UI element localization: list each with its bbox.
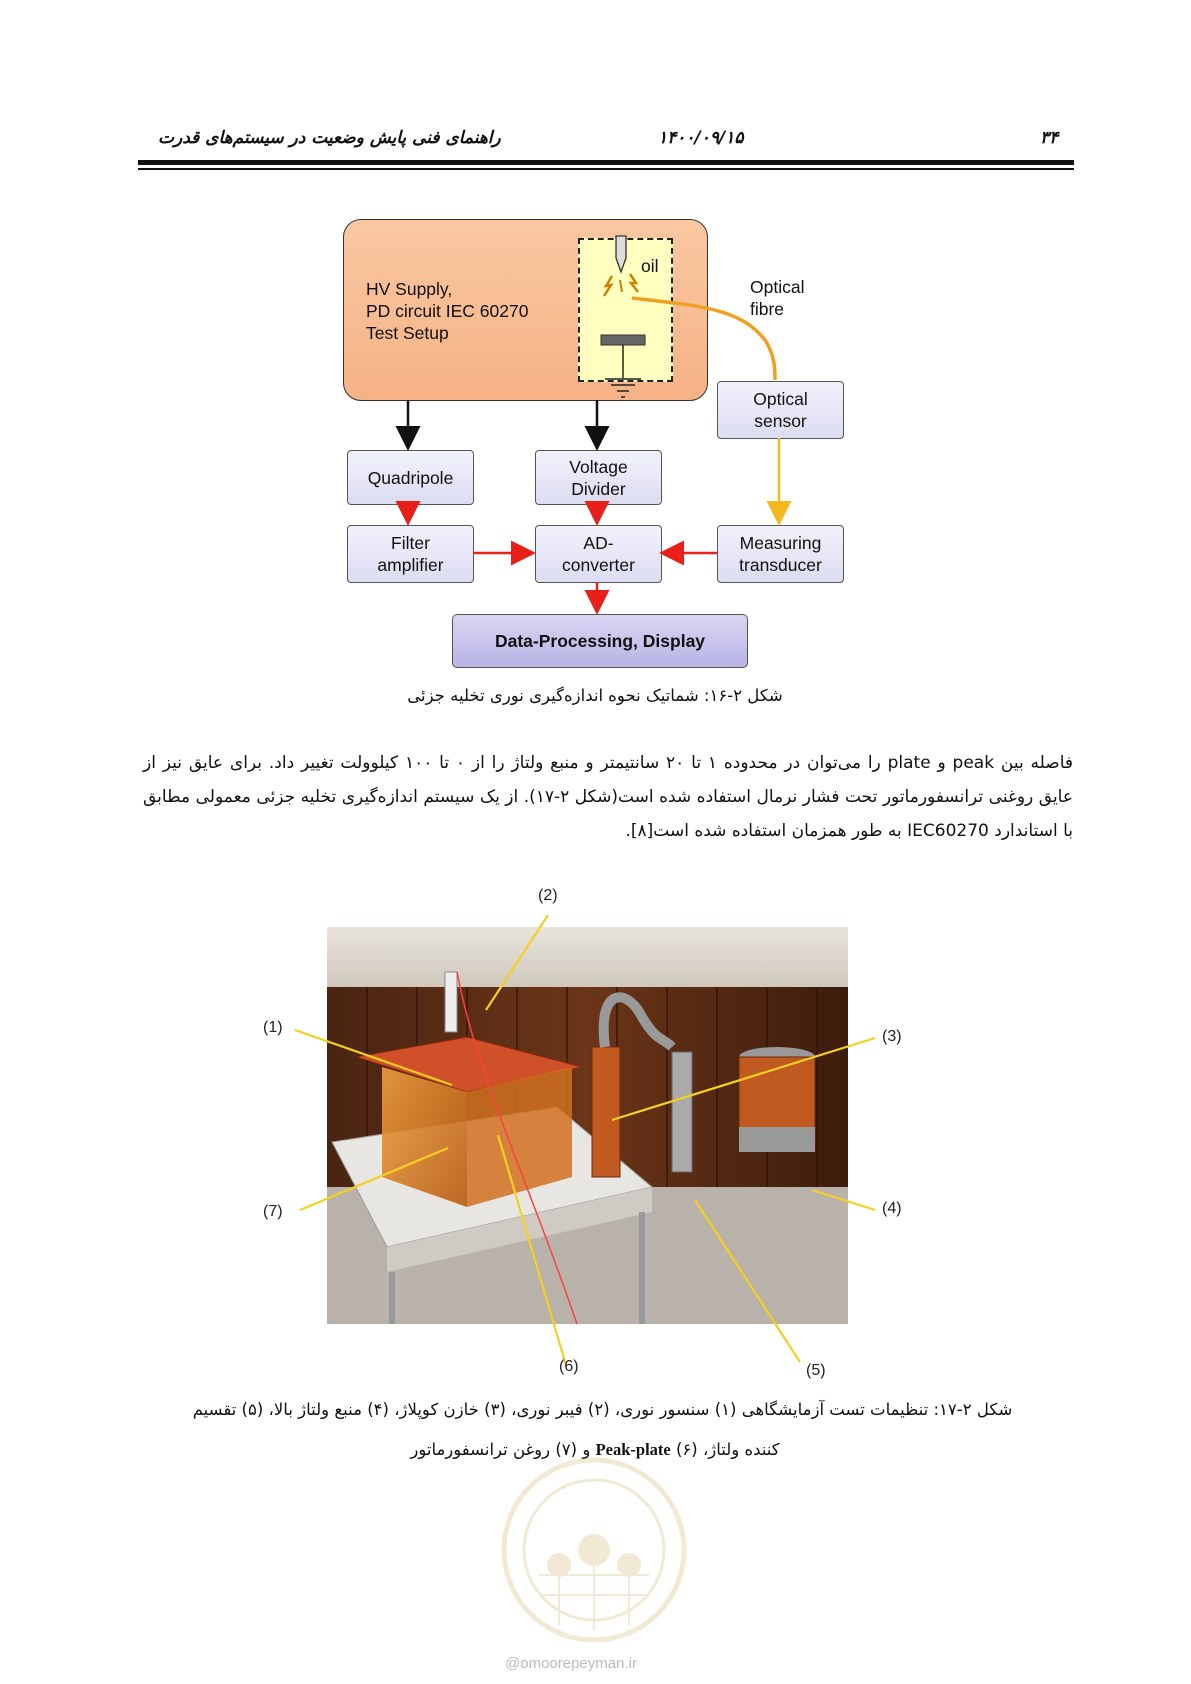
caption-text-b: و (۷) روغن ترانسفورماتور — [410, 1440, 591, 1459]
ad-converter-box: AD- converter — [535, 525, 662, 583]
data-processing-box: Data-Processing, Display — [452, 614, 748, 668]
body-paragraph: فاصله بین peak و plate را می‌توان در محدوده ۱ تا ۲۰ سانتیمتر و منبع ولتاژ را از ۰ تا ۱۰۰ کیلوولت تغییر داد. برای عایق نیز از عایق روغنی ترانسفورماتور تحت فشار نرمال استفاده شده است(شکل ۲-۱۷). از یک سیستم اندازه‌گیری تخلیه جزئی معمولی مطابق با استاندارد IEC60270 به طور همزمان استفاده شده است[۸]. — [143, 753, 1073, 841]
quadripole-box: Quadripole — [347, 450, 474, 505]
watermark-seal-icon — [499, 1455, 689, 1645]
callout-6: (6) — [559, 1358, 579, 1375]
callout-7: (7) — [263, 1203, 283, 1220]
header-date: ۱۴۰۰/۰۹/۱۵ — [658, 128, 744, 148]
callout-1: (1) — [263, 1019, 283, 1036]
caption-peak-plate: Peak-plate — [595, 1440, 671, 1459]
header-title: راهنمای فنی پایش وضعیت در سیستم‌های قدرت — [158, 128, 501, 148]
callout-5: (5) — [806, 1362, 826, 1379]
callout-2: (2) — [538, 887, 558, 904]
watermark-text: @omoorepeyman.ir — [505, 1655, 637, 1672]
optical-sensor-box: Optical sensor — [717, 381, 844, 439]
measuring-transducer-box: Measuring transducer — [717, 525, 844, 583]
voltage-divider-box: Voltage Divider — [535, 450, 662, 505]
caption-text-a: کننده ولتاژ، (۶) — [675, 1440, 780, 1459]
callout-4: (4) — [882, 1200, 902, 1217]
oil-label: oil — [641, 256, 659, 276]
figure-17-caption-line1: شکل ۲-۱۷: تنظیمات تست آزمایشگاهی (۱) سنسور نوری، (۲) فیبر نوری، (۳) خازن کوپلاژ، (۴) منبع ولتاژ بالا، (۵) تقسیم — [192, 1400, 1013, 1419]
test-setup-label: HV Supply, PD circuit IEC 60270 Test Setup — [366, 279, 529, 343]
figure-16-caption: شکل ۲-۱۶: شماتیک نحوه اندازه‌گیری نوری تخلیه جزئی — [407, 686, 783, 705]
callout-3: (3) — [882, 1028, 902, 1045]
page-number: ۳۴ — [1040, 128, 1059, 148]
filter-amplifier-box: Filter amplifier — [347, 525, 474, 583]
optical-fibre-label: Optical fibre — [750, 277, 805, 319]
